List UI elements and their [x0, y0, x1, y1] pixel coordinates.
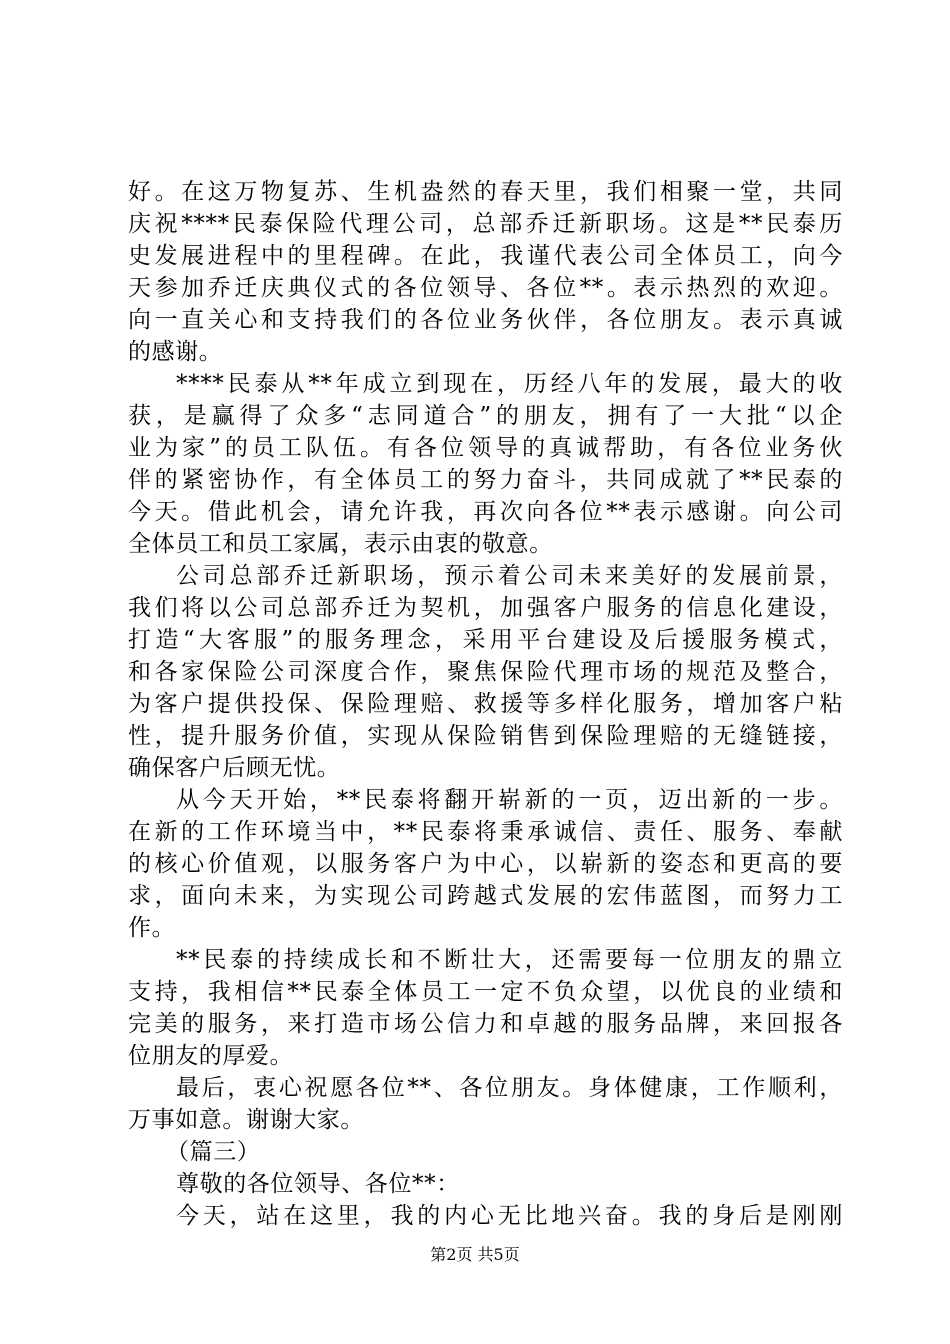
- text-line: 今天。借此机会，请允许我，再次向各位**表示感谢。向公司: [128, 499, 843, 525]
- text-line: 好。在这万物复苏、生机盎然的春天里，我们相聚一堂，共同: [128, 179, 843, 205]
- text-line: 打造“大客服”的服务理念，采用平台建设及后援服务模式，: [128, 627, 843, 653]
- text-line: 的核心价值观，以服务客户为中心，以崭新的姿态和更高的要: [128, 851, 843, 877]
- section-heading: （篇三）: [166, 1139, 261, 1165]
- text-line: 求，面向未来，为实现公司跨越式发展的宏伟蓝图，而努力工: [128, 883, 843, 909]
- text-line: 的感谢。: [128, 339, 223, 365]
- text-line: 确保客户后顾无忧。: [128, 755, 341, 781]
- text-line: 全体员工和员工家属，表示由衷的敬意。: [128, 531, 553, 557]
- text-line: 我们将以公司总部乔迁为契机，加强客户服务的信息化建设，: [128, 595, 843, 621]
- text-line: 伴的紧密协作，有全体员工的努力奋斗，共同成就了**民泰的: [128, 467, 843, 493]
- text-line: 史发展进程中的里程碑。在此，我谨代表公司全体员工，向今: [128, 243, 843, 269]
- text-line: 和各家保险公司深度合作，聚焦保险代理市场的规范及整合，: [128, 659, 843, 685]
- text-line: 业为家”的员工队伍。有各位领导的真诚帮助，有各位业务伙: [128, 435, 843, 461]
- text-line: 为客户提供投保、保险理赔、救援等多样化服务，增加客户粘: [128, 691, 843, 717]
- text-line: 完美的服务，来打造市场公信力和卓越的服务品牌，来回报各: [128, 1011, 843, 1037]
- text-line: 获，是赢得了众多“志同道合”的朋友，拥有了一大批“以企: [128, 403, 843, 429]
- text-line: 向一直关心和支持我们的各位业务伙伴，各位朋友。表示真诚: [128, 307, 843, 333]
- paragraph-first-line: 公司总部乔迁新职场，预示着公司未来美好的发展前景，: [176, 563, 843, 589]
- paragraph-first-line: 今天，站在这里，我的内心无比地兴奋。我的身后是刚刚: [176, 1203, 843, 1229]
- document-body: [128, 176, 843, 1232]
- page-number-footer: 第2页 共5页: [430, 1245, 520, 1264]
- paragraph-first-line: 从今天开始，**民泰将翻开崭新的一页，迈出新的一步。: [176, 787, 843, 813]
- salutation: 尊敬的各位领导、各位**：: [176, 1171, 460, 1197]
- text-line: 位朋友的厚爱。: [128, 1043, 294, 1069]
- text-line: 在新的工作环境当中，**民泰将秉承诚信、责任、服务、奉献: [128, 819, 843, 845]
- text-line: 天参加乔迁庆典仪式的各位领导、各位**。表示热烈的欢迎。: [128, 275, 843, 301]
- paragraph-first-line: ****民泰从**年成立到现在，历经八年的发展，最大的收: [176, 371, 843, 397]
- text-line: 支持，我相信**民泰全体员工一定不负众望，以优良的业绩和: [128, 979, 843, 1005]
- text-line: 作。: [128, 915, 176, 941]
- text-line: 性，提升服务价值，实现从保险销售到保险理赔的无缝链接，: [128, 723, 843, 749]
- paragraph-first-line: 最后，衷心祝愿各位**、各位朋友。身体健康，工作顺利，: [176, 1075, 843, 1101]
- text-line: 万事如意。谢谢大家。: [128, 1107, 364, 1133]
- paragraph-first-line: **民泰的持续成长和不断壮大，还需要每一位朋友的鼎立: [176, 947, 843, 973]
- text-line: 庆祝****民泰保险代理公司，总部乔迁新职场。这是**民泰历: [128, 211, 843, 237]
